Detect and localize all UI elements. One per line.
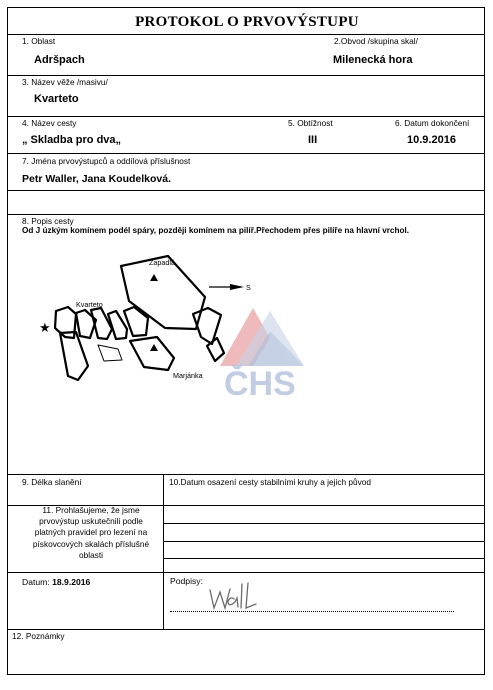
divider [8, 190, 484, 191]
jmena-label: 7. Jména prvovýstupců a oddílová příslušnost [22, 156, 191, 166]
south-label: S [246, 283, 251, 292]
divider [163, 523, 484, 524]
datum-dokonceni-label: 6. Datum dokončení [395, 118, 470, 128]
route-sketch [8, 243, 484, 473]
rock-marjanka-1 [60, 332, 88, 380]
star-icon: ★ [39, 321, 51, 336]
vez-label: 3. Název věže /masivu/ [22, 77, 108, 87]
marjanka-label: Marjánka [173, 371, 203, 380]
cesta-label: 4. Název cesty [22, 118, 77, 128]
datum-dokonceni-value: 10.9.2016 [407, 134, 456, 146]
obtiznost-label: 5. Obtížnost [288, 118, 333, 128]
osazeni-label: 10.Datum osazení cesty stabilními kruhy a jejich původ [169, 477, 371, 487]
form-title: PROTOKOL O PRVOVÝSTUPU [135, 14, 359, 30]
obvod-label: 2.Obvod /skupina skal/ [334, 36, 418, 46]
popis-value: Od J úzkým komínem podél spáry, později komínem na pilíř.Přechodem přes pilíře na hlavní vrchol. [22, 226, 410, 235]
rock-flat [98, 345, 122, 361]
oblast-label: 1. Oblast [22, 36, 56, 46]
zapadla-label: Zapadlá [149, 258, 175, 267]
datum-label: Datum: [22, 577, 50, 587]
delka-label: 9. Délka slanění [22, 477, 82, 487]
divider [8, 474, 484, 475]
arrow-right-icon [209, 284, 244, 290]
kvarteto-label: Kvarteto [76, 300, 103, 309]
obvod-value: Milenecká hora [333, 54, 413, 66]
divider [8, 75, 484, 76]
poznamky-label: 12. Poznámky [12, 631, 65, 641]
popis-label: 8. Popis cesty [22, 216, 74, 226]
summit-triangle-icon [150, 274, 158, 281]
divider [8, 34, 484, 35]
datum-field [22, 577, 90, 587]
divider [8, 153, 484, 154]
rock-marjanka-2 [130, 337, 174, 370]
prohlaseni-text: 11. Prohlašujeme, že jsme prvovýstup uskutečnili podle platných pravidel pro lezení na pískovcových skalách příslušné oblasti [32, 505, 150, 560]
jmena-value: Petr Waller, Jana Koudelková. [22, 173, 171, 185]
signature [204, 580, 274, 614]
divider [163, 541, 484, 542]
vez-value: Kvarteto [34, 93, 79, 105]
chs-watermark [220, 308, 304, 403]
watermark-text: ČHS [224, 365, 296, 403]
divider [8, 116, 484, 117]
divider [163, 474, 164, 629]
rock-kvarteto-4 [108, 311, 127, 339]
divider [8, 572, 484, 573]
oblast-value: Adršpach [34, 54, 85, 66]
signature-line [170, 611, 454, 612]
protocol-form [7, 7, 485, 675]
summit-triangle-icon [150, 344, 158, 351]
divider [8, 214, 484, 215]
divider [8, 629, 484, 630]
datum-value: 18.9.2016 [52, 577, 91, 587]
podpis-label: Podpisy: [170, 576, 203, 586]
cesta-value: „ Skladba pro dva„ [22, 134, 122, 146]
obtiznost-value: III [308, 134, 318, 146]
divider [163, 558, 484, 559]
